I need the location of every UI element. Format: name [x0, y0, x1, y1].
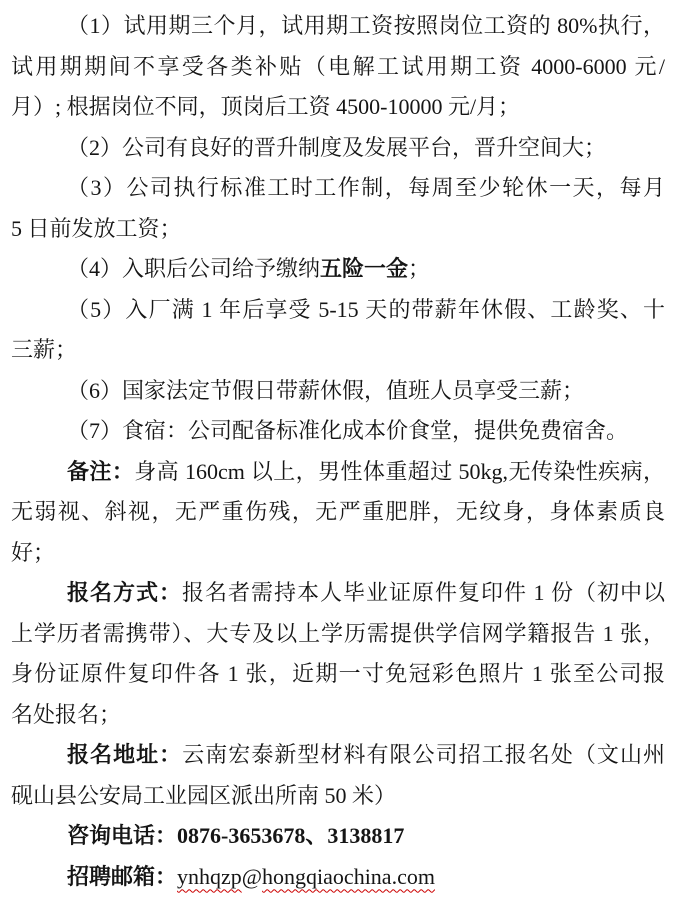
text-run: 好； — [11, 539, 56, 565]
text-run: 上学历者需携带）、大专及以上学历需提供学信网学籍报告 1 张， — [11, 620, 665, 646]
text-line — [11, 411, 665, 452]
text-line — [11, 735, 665, 776]
text-run: （6）国家法定节假日带薪休假，值班人员享受三薪； — [67, 377, 585, 403]
text-run: （3）公司执行标准工时工作制，每周至少轮休一天，每月 — [67, 175, 665, 200]
email-address-part: hongqiaochina.com — [262, 863, 435, 889]
text-run: 身份证原件复印件各 1 张，近期一寸免冠彩色照片 1 张至公司报 — [11, 661, 665, 686]
text-run: 试用期期间不享受各类补贴（电解工试用期工资 4000-6000 元/ — [11, 53, 665, 79]
text-line — [11, 776, 665, 817]
email-label: 招聘邮箱： — [67, 863, 178, 889]
text-line — [11, 371, 665, 412]
text-line — [11, 249, 665, 290]
text-line — [11, 128, 665, 169]
text-line — [11, 6, 665, 47]
text-run: 三薪； — [11, 337, 78, 362]
text-line — [11, 87, 665, 128]
text-run: 无弱视、斜视，无严重伤残，无严重肥胖，无纹身，身体素质良 — [11, 499, 665, 524]
text-run: 月）; 根据岗位不同，顶岗后工资 4500-10000 元/月； — [11, 94, 521, 119]
text-run: 身高 160cm 以上，男性体重超过 50kg,无传染性疾病， — [134, 458, 665, 484]
phone-numbers: 咨询电话：0876-3653678、3138817 — [67, 823, 405, 848]
notes-label: 备注： — [67, 458, 135, 484]
text-line — [11, 492, 665, 533]
text-run: （4）入职后公司给予缴纳 — [67, 256, 321, 281]
email-address-part: ynhqzp — [177, 863, 242, 889]
text-line — [11, 857, 665, 898]
text-run: 砚山县公安局工业园区派出所南 50 米） — [11, 782, 397, 808]
application-method-label: 报名方式： — [67, 580, 182, 605]
text-run: （7）食宿：公司配备标准化成本价食堂，提供免费宿舍。 — [67, 418, 629, 443]
text-run: （1）试用期三个月，试用期工资按照岗位工资的 80%执行， — [67, 13, 665, 38]
text-run: 5 日前发放工资； — [11, 215, 182, 241]
text-run: ； — [408, 256, 431, 281]
text-line — [11, 47, 665, 88]
text-line — [11, 695, 665, 736]
text-line — [11, 290, 665, 331]
text-run: 名处报名； — [11, 701, 122, 727]
text-line — [11, 168, 665, 209]
text-line — [11, 330, 665, 371]
application-address-label: 报名地址： — [67, 742, 183, 767]
text-run: 报名者需持本人毕业证原件复印件 1 份（初中以 — [182, 580, 665, 605]
text-run: （5）入厂满 1 年后享受 5-15 天的带薪年休假、工龄奖、十 — [67, 296, 665, 322]
text-line — [11, 573, 665, 614]
text-line — [11, 816, 665, 857]
text-line — [11, 614, 665, 655]
text-run: （2）公司有良好的晋升制度及发展平台，晋升空间大； — [67, 134, 607, 160]
text-line — [11, 533, 665, 574]
text-line — [11, 452, 665, 493]
text-run: 云南宏泰新型材料有限公司招工报名处（文山州 — [182, 742, 665, 767]
five-insurances-bold: 五险一金 — [320, 256, 409, 281]
text-run: @ — [241, 863, 263, 889]
text-line — [11, 654, 665, 695]
text-line — [11, 209, 665, 250]
